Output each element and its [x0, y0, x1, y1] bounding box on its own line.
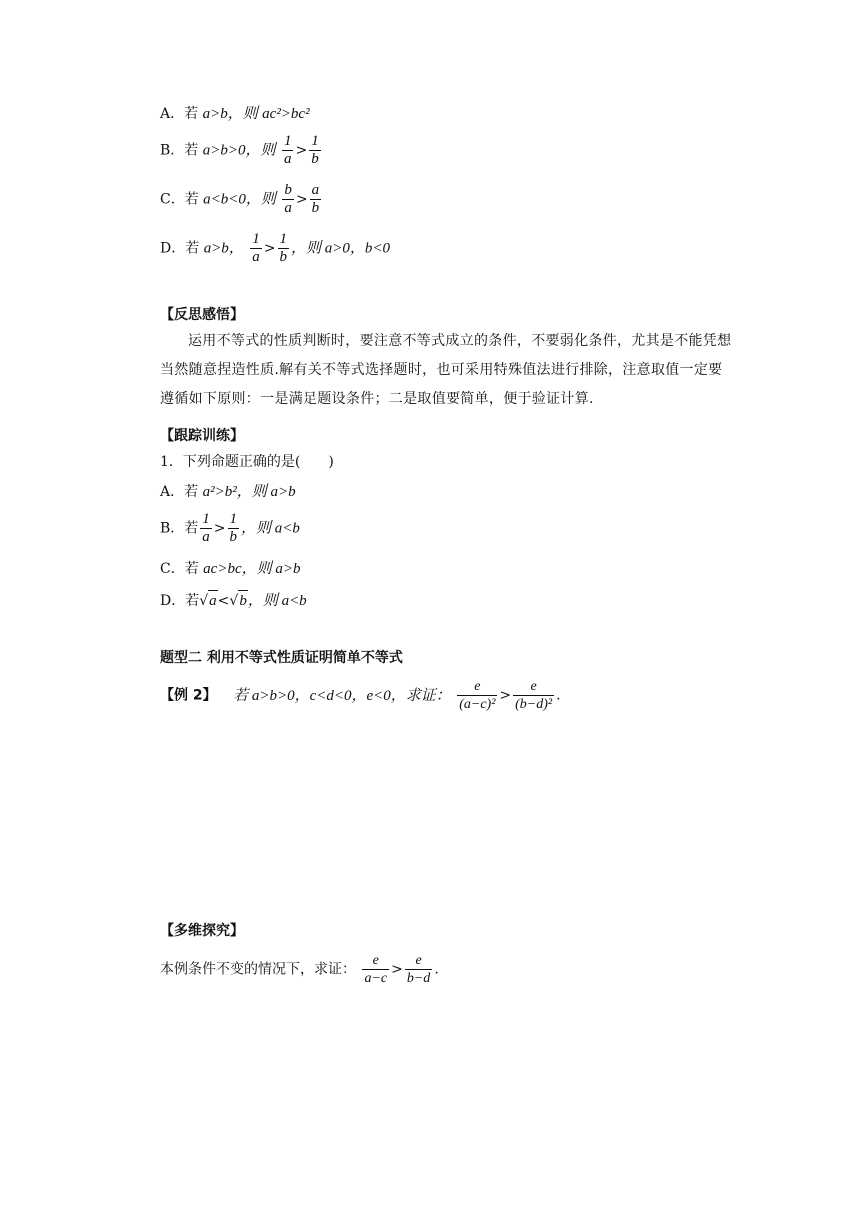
gt-sign: > — [499, 687, 512, 704]
reflection-line: 遵循如下原则：一是满足题设条件；二是取值要简单，便于验证计算. — [160, 391, 594, 407]
fraction: $\frac{1}{a}$ — [202, 511, 210, 545]
option-conclusion: ，则 a<b — [241, 520, 300, 537]
option-condition: a>b>0，则 — [202, 142, 276, 159]
explore-statement — [160, 952, 439, 987]
explore-text: 本例条件不变的情况下，求证： — [160, 961, 356, 978]
option-label: A．若 — [160, 106, 199, 122]
option-conclusion: ，则 a>0，b<0 — [291, 240, 390, 257]
tracking-option-a — [160, 482, 296, 502]
sqrt-arg: a — [208, 590, 218, 611]
option-label: A．若 — [160, 484, 199, 500]
fraction: $\frac{1}{a}$ — [283, 133, 292, 167]
sqrt-icon: √ — [229, 593, 239, 609]
option-text: ac>bc，则 a>b — [203, 561, 301, 577]
period: . — [556, 687, 561, 704]
option-condition: a>b， — [203, 240, 244, 257]
option-label: D．若 — [160, 240, 200, 257]
reflection-paragraph — [160, 327, 740, 414]
reflection-heading: 【反思感悟】 — [160, 307, 244, 323]
fraction: $\frac{1}{b}$ — [279, 231, 287, 265]
fraction: $\frac{1}{a}$ — [252, 231, 260, 265]
fraction: $\frac{1}{b}$ — [229, 511, 238, 545]
fraction: $\frac{e}{\text{(b−d)²}}$ — [515, 679, 553, 712]
option-a-top — [160, 104, 310, 124]
lt-sign: < — [217, 593, 230, 609]
option-label: B．若 — [160, 142, 199, 159]
example-2 — [160, 678, 561, 713]
option-label: D．若 — [160, 593, 200, 609]
option-label: C．若 — [160, 191, 199, 208]
option-conclusion: ，则 a<b — [247, 593, 307, 609]
option-condition: a>b，则 — [202, 106, 258, 122]
gt-sign: > — [295, 142, 308, 159]
explore-heading: 【多维探究】 — [160, 923, 244, 939]
option-b-top — [160, 133, 323, 168]
fraction: $\frac{e}{b-d}$ — [406, 953, 431, 986]
tracking-option-c — [160, 559, 300, 579]
fraction: $\frac{1}{b}$ — [311, 133, 319, 167]
fraction: $\frac{b}{a}$ — [284, 182, 292, 216]
sqrt-icon: √ — [199, 593, 209, 609]
gt-sign: > — [213, 520, 226, 537]
gt-sign: > — [263, 240, 276, 257]
option-d-top — [160, 231, 390, 266]
fraction: $\frac{e}{a-c}$ — [364, 953, 388, 986]
gt-sign: > — [295, 191, 308, 208]
reflection-line: 运用不等式的性质判断时，要注意不等式成立的条件，不要弱化条件，尤其是不能凭想 — [188, 333, 732, 349]
tracking-heading: 【跟踪训练】 — [160, 428, 244, 444]
example-text: 若 a>b>0，c<d<0，e<0，求证： — [233, 687, 451, 704]
option-c-top — [160, 182, 323, 217]
gt-sign: > — [391, 961, 403, 978]
period: . — [434, 961, 439, 978]
option-label: B．若 — [160, 520, 199, 537]
option-conclusion: ac²>bc² — [262, 106, 310, 122]
section-heading: 题型二 利用不等式性质证明简单不等式 — [160, 650, 403, 666]
option-label: C．若 — [160, 561, 199, 577]
sqrt-arg: b — [238, 590, 248, 611]
tracking-option-b — [160, 511, 300, 546]
tracking-question: 1．下列命题正确的是( ) — [160, 454, 334, 470]
fraction: $\frac{e}{\text{(a−c)²}}$ — [459, 679, 496, 712]
tracking-option-d — [160, 590, 307, 611]
reflection-line: 当然随意捏造性质.解有关不等式选择题时，也可采用特殊值法进行排除，注意取值一定要 — [160, 362, 723, 378]
option-condition: a<b<0，则 — [203, 191, 276, 208]
fraction: $\frac{a}{b}$ — [311, 182, 320, 216]
example-label: 【例 2】 — [160, 687, 217, 704]
option-text: a²>b²，则 a>b — [202, 484, 296, 500]
